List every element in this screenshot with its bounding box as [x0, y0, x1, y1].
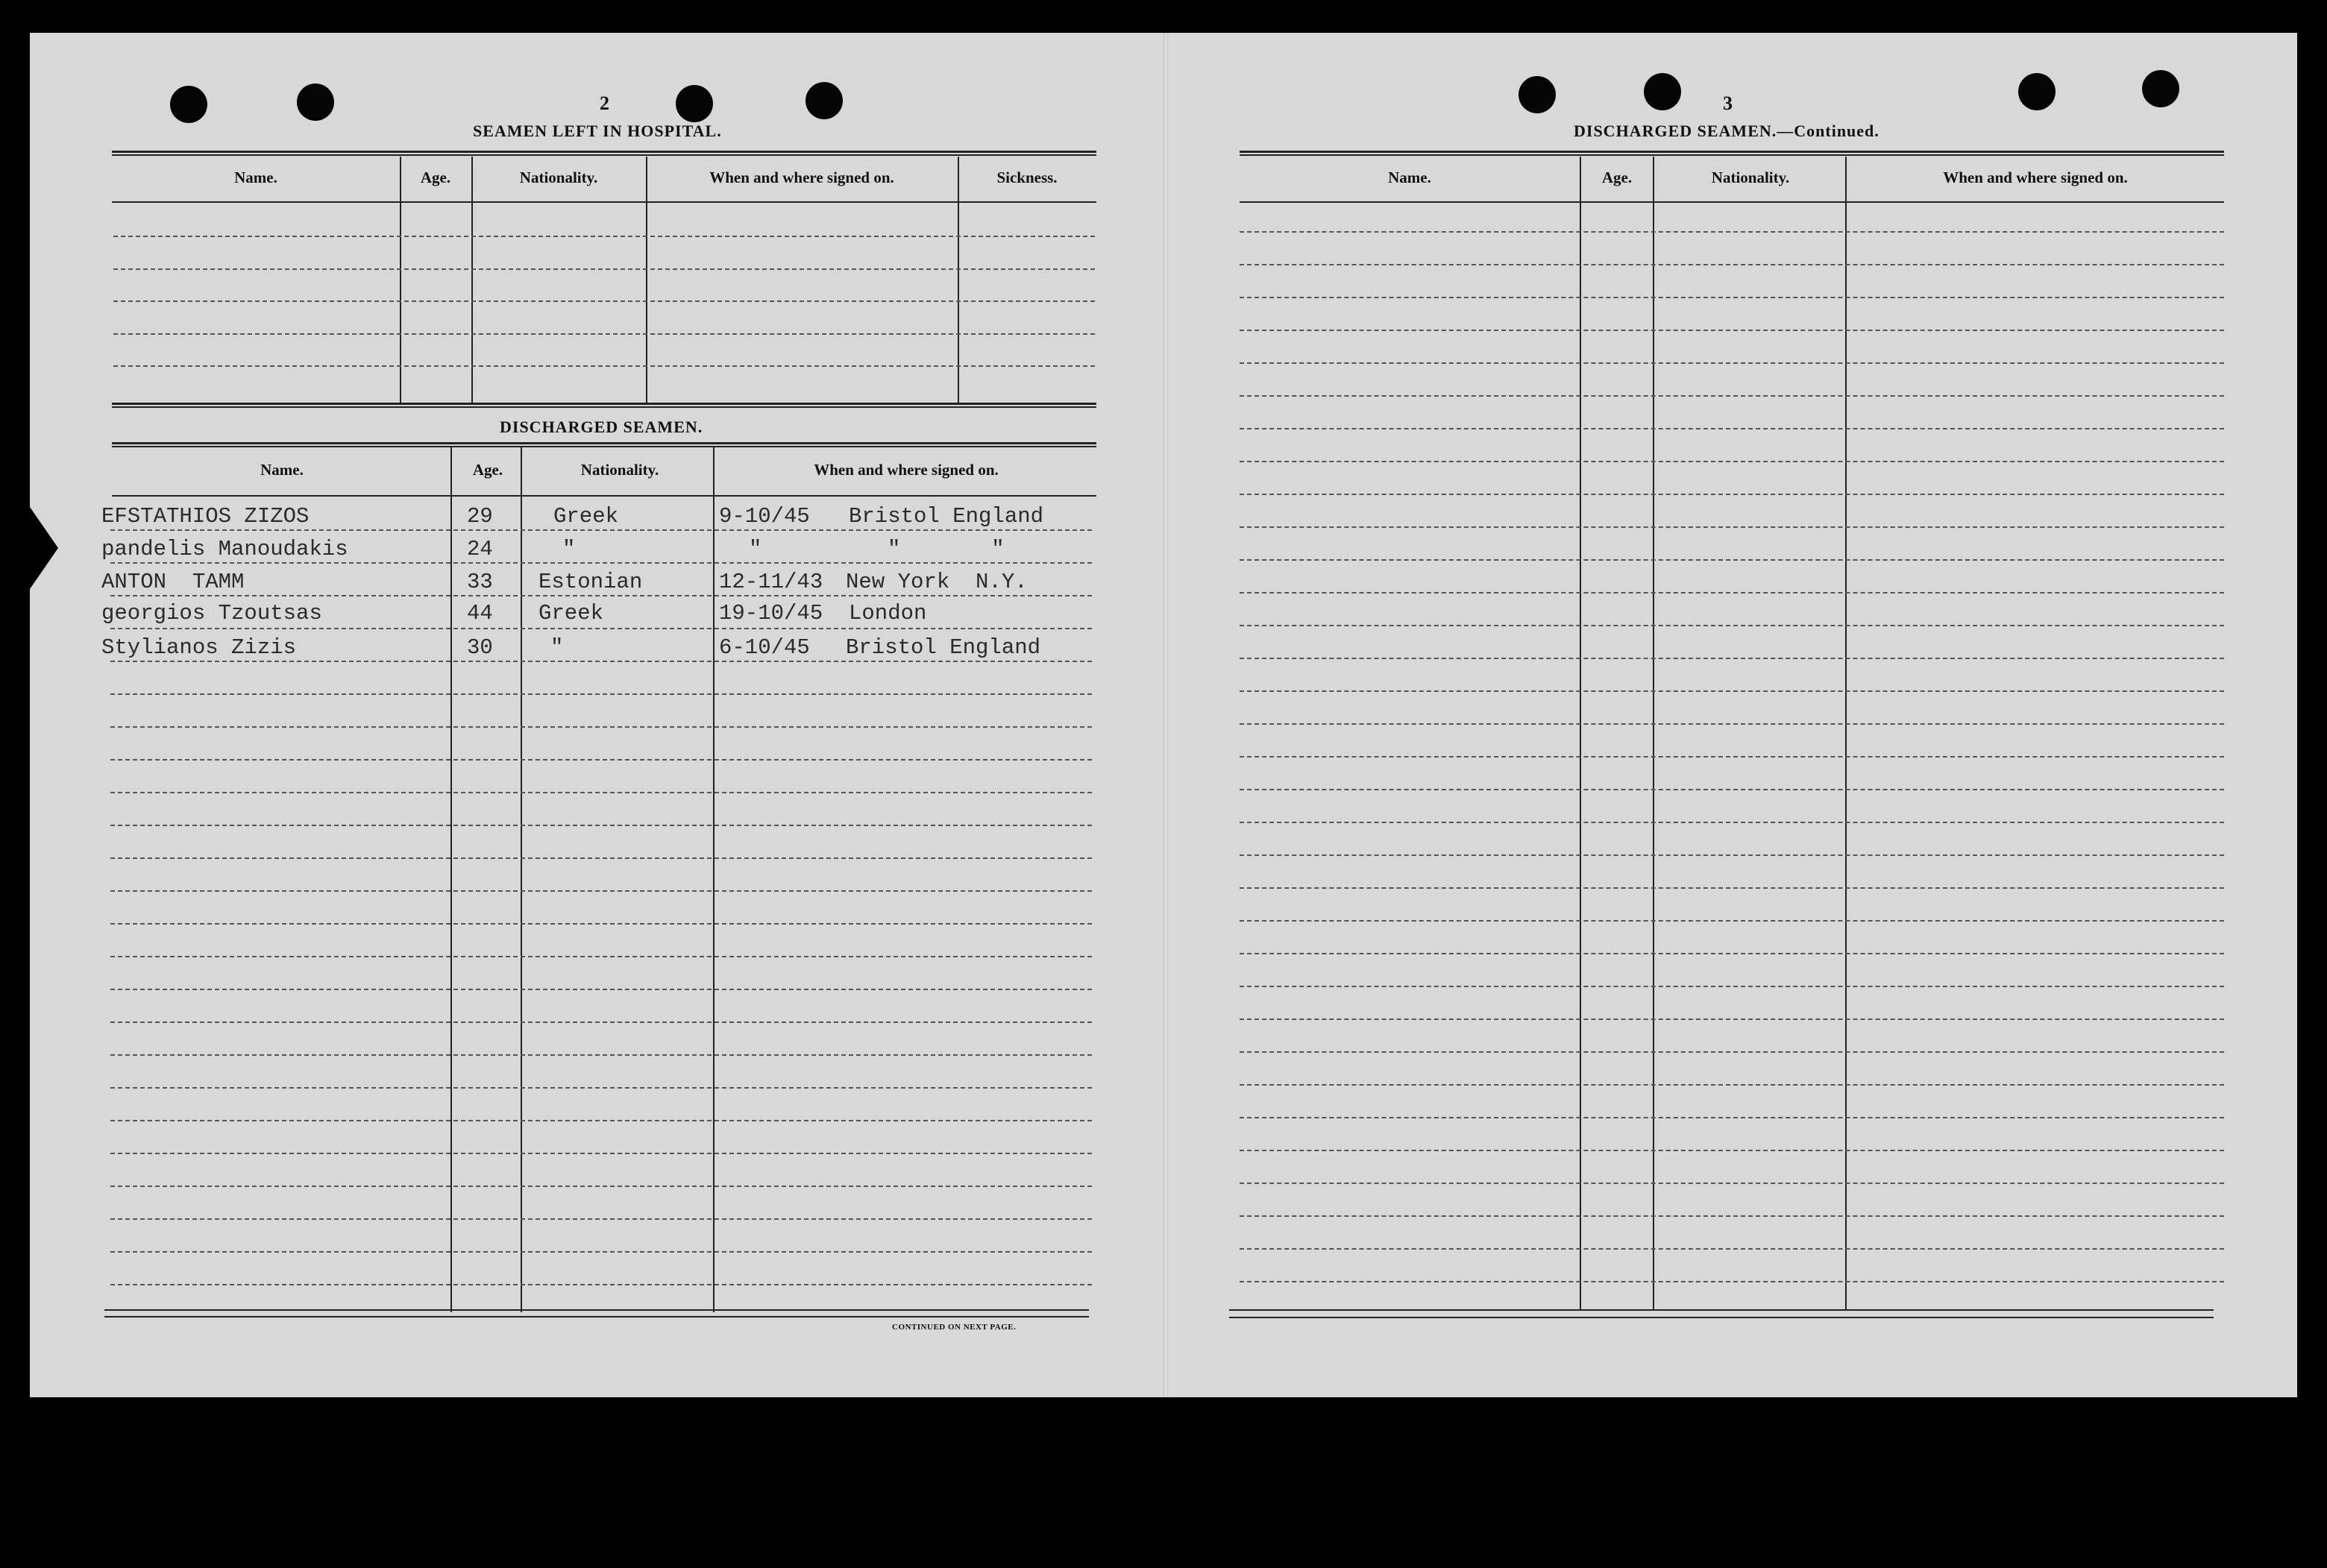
- seaman-age: 30: [467, 635, 493, 660]
- ruled-line: [1240, 986, 2224, 987]
- punch-hole: [1519, 76, 1556, 113]
- page-number: 2: [600, 92, 609, 114]
- discharged-continued-title: DISCHARGED SEAMEN.—Continued.: [1574, 122, 1880, 140]
- ruled-line: [113, 300, 1095, 302]
- ruled-line: [1240, 526, 2224, 528]
- hospital-bottom-rule: [112, 403, 1096, 408]
- ruled-line: [110, 923, 1092, 925]
- ruled-line: [110, 825, 1092, 826]
- ruled-line: [1240, 297, 2224, 298]
- ruled-line: [1240, 920, 2224, 922]
- right-col-nationality: Nationality.: [1711, 169, 1790, 186]
- ruled-line: [110, 693, 1092, 695]
- ruled-line: [1240, 428, 2224, 429]
- page-fold: [1164, 33, 1168, 1397]
- ruled-line: [113, 365, 1095, 367]
- ruled-line: [1240, 395, 2224, 397]
- ruled-line: [110, 1021, 1092, 1023]
- discharged-col-divider: [521, 447, 522, 1312]
- hospital-col-divider: [400, 157, 401, 404]
- ruled-line: [1240, 362, 2224, 364]
- hospital-section-title: SEAMEN LEFT IN HOSPITAL.: [473, 122, 722, 140]
- ruled-line: [1240, 854, 2224, 856]
- ruled-line: [1240, 723, 2224, 725]
- ruled-line: [1240, 887, 2224, 889]
- signed-on-place: Bristol England: [849, 504, 1044, 529]
- discharged-header-rule: [112, 495, 1096, 497]
- right-bottom-rule: [1229, 1317, 2214, 1318]
- ruled-line: [113, 236, 1095, 237]
- ruled-line: [1240, 330, 2224, 331]
- signed-on-date: 19-10/45: [719, 601, 823, 626]
- ruled-line: [110, 1054, 1092, 1056]
- seaman-nationality: Greek: [553, 504, 619, 529]
- ruled-line: [1240, 1215, 2224, 1217]
- ruled-line: [110, 759, 1092, 761]
- ruled-line: [1240, 1248, 2224, 1250]
- signed-on-place: New York N.Y.: [846, 570, 1028, 594]
- hospital-col-age: Age.: [420, 169, 451, 186]
- seaman-name: Stylianos Zizis: [101, 635, 297, 660]
- ruled-line: [110, 595, 1092, 596]
- hospital-col-divider: [958, 157, 959, 404]
- punch-hole: [1644, 73, 1681, 110]
- signed-on-place: Bristol England: [846, 635, 1041, 660]
- hospital-header-rule: [112, 201, 1096, 203]
- ruled-line: [110, 1186, 1092, 1187]
- discharged-bottom-rule: [104, 1316, 1089, 1317]
- hospital-col-nationality: Nationality.: [519, 169, 598, 186]
- ruled-line: [1240, 264, 2224, 265]
- seaman-name: EFSTATHIOS ZIZOS: [101, 504, 310, 529]
- signed-on-date: 12-11/43: [719, 570, 823, 594]
- ruled-line: [1240, 789, 2224, 790]
- right-bottom-rule: [1229, 1309, 2214, 1311]
- ruled-line: [1240, 1281, 2224, 1282]
- punch-hole: [170, 86, 207, 123]
- ruled-line: [1240, 658, 2224, 659]
- seaman-age: 24: [467, 537, 493, 561]
- punch-hole: [297, 84, 334, 121]
- ruled-line: [1240, 1018, 2224, 1020]
- hospital-col-divider: [471, 157, 473, 404]
- seaman-age: 29: [467, 504, 493, 529]
- discharged-col-divider: [450, 447, 452, 1312]
- continued-footer: CONTINUED ON NEXT PAGE.: [892, 1323, 1017, 1332]
- seaman-name: ANTON TAMM: [101, 570, 245, 594]
- ruled-line: [1240, 231, 2224, 233]
- discharged-col-name: Name.: [260, 461, 304, 479]
- punch-hole: [806, 82, 843, 119]
- discharged-col-age: Age.: [472, 461, 503, 479]
- ruled-line: [110, 792, 1092, 793]
- ruled-line: [110, 1153, 1092, 1154]
- ruled-line: [110, 1120, 1092, 1121]
- hospital-top-rule: [112, 151, 1096, 156]
- ruled-line: [110, 989, 1092, 990]
- hospital-col-name: Name.: [234, 169, 277, 186]
- discharged-col-when-where: When and where signed on.: [814, 461, 999, 479]
- punch-hole: [676, 85, 713, 122]
- discharged-col-divider: [713, 447, 715, 1312]
- ruled-line: [110, 1284, 1092, 1285]
- seaman-age: 44: [467, 601, 493, 626]
- discharged-col-nationality: Nationality.: [580, 461, 659, 479]
- ruled-line: [1240, 756, 2224, 758]
- ruled-line: [1240, 625, 2224, 626]
- ruled-line: [110, 857, 1092, 859]
- seaman-nationality: Estonian: [538, 570, 643, 594]
- ruled-line: [1240, 690, 2224, 692]
- ruled-line: [113, 268, 1095, 270]
- right-header-rule: [1240, 201, 2224, 203]
- seaman-name: pandelis Manoudakis: [101, 537, 348, 561]
- ruled-line: [1240, 461, 2224, 462]
- ruled-line: [1240, 559, 2224, 561]
- hospital-col-divider: [646, 157, 647, 404]
- ruled-line: [110, 890, 1092, 892]
- ruled-line: [1240, 953, 2224, 954]
- ruled-line: [110, 562, 1092, 564]
- ruled-line: [1240, 1051, 2224, 1053]
- right-top-rule: [1240, 151, 2224, 156]
- signed-on-date: ": [749, 537, 762, 561]
- seaman-age: 33: [467, 570, 493, 594]
- signed-on-date: 9-10/45: [719, 504, 810, 529]
- right-col-when-where: When and where signed on.: [1943, 169, 2128, 186]
- ruled-line: [110, 628, 1092, 629]
- ruled-line: [110, 529, 1092, 531]
- ruled-line: [1240, 494, 2224, 495]
- ruled-line: [110, 1251, 1092, 1253]
- ruled-line: [1240, 592, 2224, 593]
- signed-on-place: " ": [888, 537, 1005, 561]
- signed-on-date: 6-10/45: [719, 635, 810, 660]
- seaman-nationality: ": [550, 635, 564, 660]
- ruled-line: [110, 1087, 1092, 1089]
- ruled-line: [1240, 822, 2224, 823]
- ruled-line: [110, 726, 1092, 728]
- ruled-line: [113, 333, 1095, 335]
- punch-hole: [2142, 70, 2179, 107]
- signed-on-place: London: [849, 601, 927, 626]
- ruled-line: [1240, 1183, 2224, 1184]
- ruled-line: [1240, 1084, 2224, 1086]
- punch-hole: [2018, 73, 2056, 110]
- ruled-line: [110, 661, 1092, 662]
- hospital-col-sickness: Sickness.: [996, 169, 1058, 186]
- seaman-nationality: Greek: [538, 601, 604, 626]
- torn-edge: [30, 507, 58, 589]
- discharged-bottom-rule: [104, 1309, 1089, 1311]
- ruled-line: [110, 1218, 1092, 1220]
- right-col-age: Age.: [1601, 169, 1633, 186]
- ruled-line: [110, 956, 1092, 957]
- seaman-name: georgios Tzoutsas: [101, 601, 322, 626]
- seaman-nationality: ": [562, 537, 576, 561]
- page-number: 3: [1723, 92, 1733, 114]
- right-col-name: Name.: [1388, 169, 1431, 186]
- discharged-top-rule: [112, 442, 1096, 447]
- ruled-line: [1240, 1150, 2224, 1151]
- discharged-section-title: DISCHARGED SEAMEN.: [500, 418, 703, 436]
- hospital-col-when-where: When and where signed on.: [709, 169, 894, 186]
- ruled-line: [1240, 1117, 2224, 1118]
